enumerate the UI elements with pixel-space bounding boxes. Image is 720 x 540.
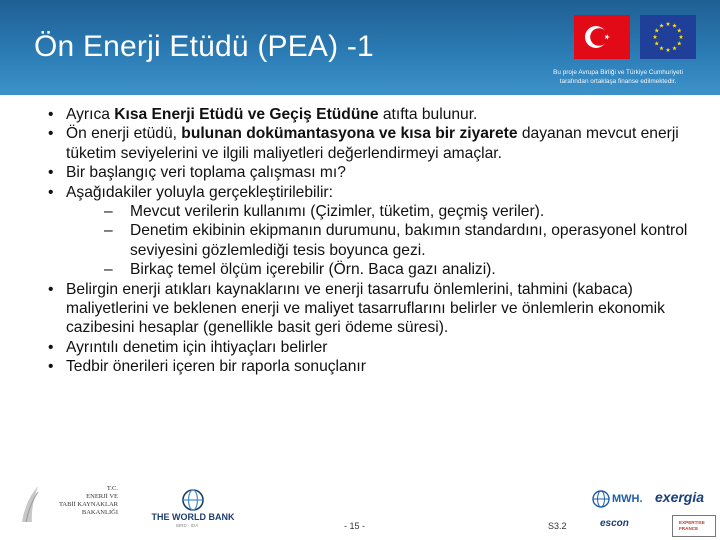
turkey-flag-icon [574,15,630,59]
eu-star-icon [672,46,677,50]
funding-note-line1: Bu proje Avrupa Birliği ve Türkiye Cumhuriyeti [553,69,683,76]
funding-note-line2: tarafından ortaklaşa finanse edilmektedir. [559,78,677,85]
slide-code: S3.2 [548,521,567,531]
escon-logo: escon [600,518,629,529]
dash-icon: – [104,261,113,279]
mwh-name: MWH. [612,493,643,505]
dash-icon: – [104,222,113,240]
eu-star-icon [677,28,682,32]
bullet-item-3: • Bir başlangıç veri toplama çalışması mı? [48,163,704,182]
bullet-item-1: • Ayrıca Kısa Enerji Etüdü ve Geçiş Etüdüne atıfta bulunur. [48,105,704,124]
bullet-item-5: • Belirgin enerji atıkları kaynaklarını ve enerji tasarrufu önlemlerini, tahmini (kabaca) maliyetlerini ve beklenen enerji ve maliyet tasarruflarını belirler ve önlemlerin ekonomik cazibesini hesaplar (genellikle basit geri ödeme süresi). [48,280,704,338]
bullet-item-2: • Ön enerji etüdü, bulunan dokümantasyona ve kısa bir ziyarete dayanan mevcut enerji tüketim seviyelerini ve ilgili maliyetleri değerlendirmeyi amaçlar. [48,124,704,163]
sub-item-3: – Birkaç temel ölçüm içerebilir (Örn. Baca gazı analizi). [104,261,496,279]
dash-icon: – [104,203,113,221]
sub-item-2: – Denetim ekibinin ekipmanın durumunu, bakımın standardını, operasyonel kontrol seviyesini gözlemlediği tesis boyunca gezi. [104,222,688,259]
globe-icon [181,488,205,512]
header-banner [0,0,720,95]
mwh-globe-icon [592,490,610,508]
world-bank-name: THE WORLD BANK [151,512,235,522]
bullet-1-bold: Kısa Enerji Etüdü ve Geçiş Etüdüne [114,106,379,123]
sub-item-1: – Mevcut verilerin kullanımı (Çizimler, tüketim, geçmiş veriler). [104,203,545,221]
page-number: - 15 - [344,521,366,531]
eu-star-icon [659,23,664,27]
bullet-item-6: • Ayrıntılı denetim için ihtiyaçları belirler [48,338,704,357]
funding-note [520,68,716,86]
bullet-2-bold: bulunan dokümantasyona ve kısa bir ziyarete [181,125,518,143]
eu-star-icon [666,48,671,52]
eu-star-icon [659,46,664,50]
expertise-france-logo: EXPERTISE FRANCE [672,515,716,537]
world-bank-logo [148,488,238,532]
ministry-emblem-icon [18,484,40,524]
eu-star-icon [654,41,659,45]
eu-star-icon [666,22,671,26]
ministry-name: T.C. ENERJİ VE TABİİ KAYNAKLAR BAKANLIĞI [58,485,118,516]
eu-star-icon [679,35,684,39]
eu-star-icon [677,41,682,45]
page-title: Ön Enerji Etüdü (PEA) -1 [34,30,374,63]
ministry-logo [18,482,118,532]
bullet-item-7: • Tedbir önerileri içeren bir raporla sonuçlanır [48,357,704,376]
bullet-list [48,105,704,377]
eu-star-icon [653,35,658,39]
eu-star-icon [672,23,677,27]
eu-star-icon [654,28,659,32]
bullet-item-4: • Aşağıdakiler yoluyla gerçekleştirilebilir: [48,183,704,202]
eu-flag-icon [640,15,696,59]
world-bank-subtitle: IBRD · IDA [176,523,199,528]
exergia-logo: exergia [655,489,705,505]
